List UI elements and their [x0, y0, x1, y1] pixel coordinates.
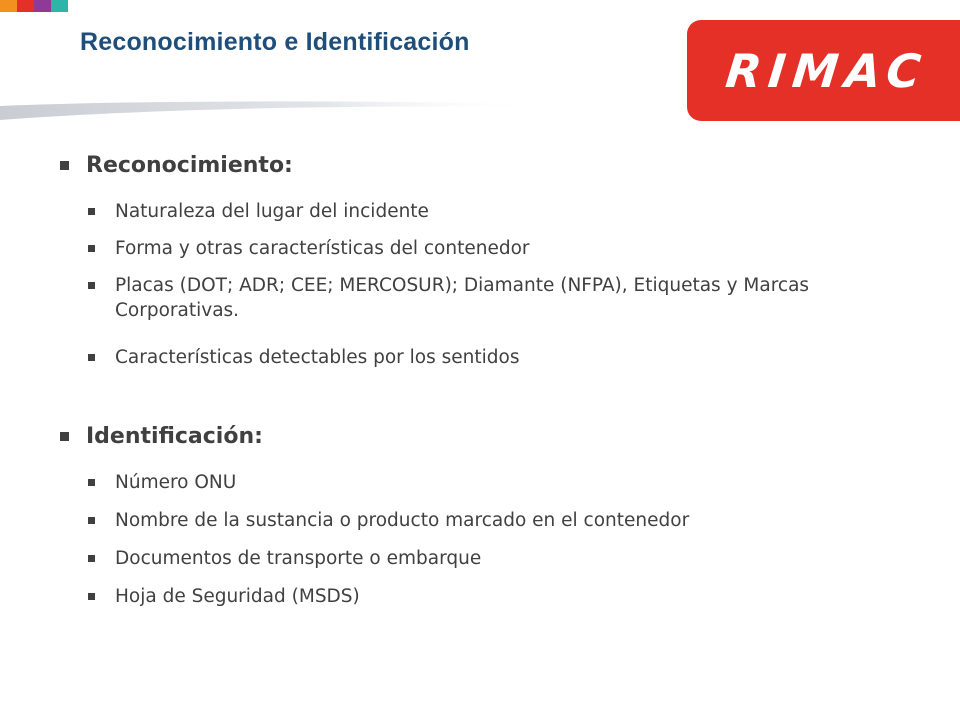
square-bullet-icon	[88, 593, 95, 600]
square-bullet-icon	[88, 245, 95, 252]
list-item	[88, 345, 848, 370]
square-bullet-icon	[88, 282, 95, 289]
slide-title: Reconocimiento e Identificación	[80, 28, 470, 56]
square-bullet-icon	[88, 208, 95, 215]
square-bullet-icon	[88, 479, 95, 486]
list-item	[88, 508, 848, 533]
square-bullet-icon	[60, 432, 69, 441]
list-item	[88, 584, 848, 609]
list-item	[88, 236, 848, 261]
list-item-text: Forma y otras características del contenedor	[115, 238, 530, 259]
list-item	[88, 546, 848, 571]
list-item	[88, 199, 848, 224]
list-item-text: Hoja de Seguridad (MSDS)	[115, 586, 360, 607]
list-item-text: Nombre de la sustancia o producto marcado en el contenedor	[115, 510, 690, 531]
list-item-text: Naturaleza del lugar del incidente	[115, 201, 429, 222]
square-bullet-icon	[60, 161, 69, 170]
section-heading-reconocimiento	[60, 153, 293, 178]
section-heading-identificacion	[60, 424, 263, 449]
square-bullet-icon	[88, 354, 95, 361]
square-bullet-icon	[88, 517, 95, 524]
list-item-text: Documentos de transporte o embarque	[115, 548, 482, 569]
list-item	[88, 470, 848, 495]
list-item-text: Características detectables por los sentidos	[115, 347, 520, 368]
list-item-text: Placas (DOT; ADR; CEE; MERCOSUR); Diamante (NFPA), Etiquetas y Marcas Corporativas.	[115, 275, 810, 321]
section-heading-text: Identificación:	[86, 424, 263, 449]
list-item-text: Número ONU	[115, 472, 237, 493]
square-bullet-icon	[88, 555, 95, 562]
list-item	[88, 273, 848, 323]
section-heading-text: Reconocimiento:	[86, 153, 293, 178]
logo-wordmark: RIMAC	[723, 43, 930, 98]
